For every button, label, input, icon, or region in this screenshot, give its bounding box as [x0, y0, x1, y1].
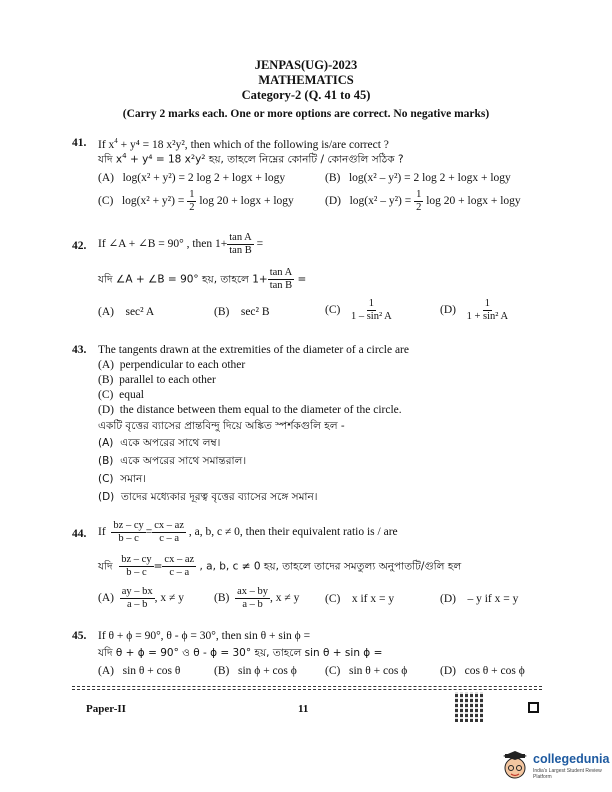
numerator: cx – az [164, 554, 195, 565]
q41-question: If $x^4 + y^4 = 18$ x²y², then which of the following is/are correct ? [98, 137, 389, 151]
denominator: b – c [118, 533, 139, 544]
q44-option-b[interactable] [214, 586, 299, 611]
divider-line [72, 686, 542, 687]
option-text: equal [119, 389, 144, 401]
option-label: (C) [98, 473, 114, 485]
q41-option-a[interactable] [98, 172, 285, 184]
q42-bn-prefix: যদি ∠A + ∠B = 90° হয়, তাহলে 1+ [98, 273, 268, 286]
q43-question: The tangents drawn at the extremities of the diameter of a circle are [98, 344, 409, 356]
option-label: (B) [214, 306, 230, 318]
option-text: sec² B [240, 306, 270, 318]
q43-question-bn: একটি বৃত্তের ব্যাসের প্রান্তবিন্দু দিয়ে অঙ্কিত স্পর্শকগুলি হল - [98, 420, 345, 432]
q41-option-d[interactable] [325, 189, 521, 214]
denominator: tan B [229, 245, 252, 256]
denominator: b – c [126, 567, 147, 578]
qr-code-icon [455, 692, 485, 722]
fraction [268, 267, 294, 292]
denominator: 1 + sin² A [466, 311, 509, 322]
q44-bn-rest: , a, b, c ≠ 0 হয়, তাহলে তাদের সমতুল্য অনুপাতটি/গুলি হল [199, 560, 462, 573]
denominator: tan B [269, 280, 293, 291]
q42-option-c[interactable] [325, 298, 394, 323]
q42-option-b[interactable] [214, 306, 270, 318]
option-label: (D) [440, 665, 456, 677]
denominator: 2 [189, 202, 195, 213]
numerator: tan A [229, 232, 252, 243]
option-label: (B) [214, 592, 230, 605]
option-label: (C) [98, 389, 114, 401]
denominator: c – a [159, 533, 180, 544]
q45-number: 45. [72, 630, 87, 642]
option-text: sin θ + cos θ [122, 665, 181, 677]
q42-prefix: If ∠A + ∠B = 90° , then 1+ [98, 238, 228, 251]
fraction [162, 554, 196, 579]
fraction [414, 189, 423, 214]
brand-name: collegedunia [533, 752, 610, 766]
option-text: x if x = y [351, 593, 395, 605]
option-label: (A) [98, 437, 114, 449]
option-label: (D) [440, 593, 456, 605]
q43-option-c[interactable] [98, 389, 144, 401]
numerator: bz – cy [113, 520, 144, 531]
q45-option-a[interactable] [98, 665, 180, 677]
paper-label: Paper-II [86, 703, 126, 715]
q43-option-a-bn[interactable] [98, 436, 220, 453]
option-text: , x ≠ y [270, 592, 300, 605]
numerator: bz – cy [121, 554, 152, 565]
q41-number: 41. [72, 137, 87, 149]
option-text: perpendicular to each other [119, 359, 246, 371]
q43-option-b-bn[interactable] [98, 454, 246, 471]
numerator: 1 [484, 298, 490, 309]
option-label: (D) [325, 195, 341, 208]
denominator: a – b [242, 599, 263, 610]
numerator: ax – by [237, 586, 269, 597]
option-text: sec² A [125, 306, 155, 318]
fraction [349, 298, 394, 323]
q44-bn-if: যদি [98, 560, 113, 573]
q41-bn-prefix: যদি x [98, 153, 123, 166]
option-label: (C) [325, 665, 341, 677]
q41-option-c[interactable] [98, 189, 294, 214]
category-title: Category-2 (Q. 41 to 45) [241, 88, 371, 102]
option-label: (A) [98, 592, 114, 605]
option-label: (B) [98, 455, 114, 467]
option-text: একে অপরের সাথে সমান্তরাল। [120, 455, 247, 467]
option-label: (B) [325, 172, 341, 184]
fraction [152, 520, 186, 545]
q43-option-d-bn[interactable] [98, 490, 318, 507]
q45-option-b[interactable] [214, 665, 297, 677]
option-label: (C) [98, 195, 114, 208]
marking-note: (Carry 2 marks each. One or more options are correct. No negative marks) [122, 108, 490, 120]
fraction [187, 189, 196, 214]
q41-prefix: If x [98, 138, 115, 151]
option-label: (B) [214, 665, 230, 677]
q41-equation: + y⁴ = 18 x²y², [120, 138, 188, 151]
fraction [111, 520, 145, 545]
q42-question [98, 232, 263, 257]
q45-question: If θ + ϕ = 90°, θ - ϕ = 30°, then sin θ + sin ϕ = [98, 630, 311, 642]
numerator: ay – bx [121, 586, 153, 597]
fraction [119, 554, 153, 579]
page-number: 11 [298, 703, 309, 715]
option-text: sin θ + cos ϕ [348, 665, 408, 677]
option-text: সমান। [120, 473, 147, 485]
q41-bn-equation: + y⁴ = 18 x²y² [129, 153, 206, 166]
option-text: একে অপরের সাথে লম্ব। [120, 437, 221, 449]
option-label: (A) [98, 306, 114, 318]
option-label: (A) [98, 172, 114, 184]
option-label: (A) [98, 665, 114, 677]
option-text: , x ≠ y [154, 592, 184, 605]
option-label: (C) [325, 593, 341, 605]
q41-option-b[interactable] [325, 172, 511, 184]
option-text: log(x² – y²) = 2 log 2 + logx + logy [348, 172, 511, 184]
q43-option-d[interactable] [98, 404, 402, 416]
option-label: (C) [325, 304, 341, 317]
q44-if: If [98, 526, 106, 539]
brand-tagline: India's Largest Student Review Platform [533, 768, 602, 780]
numerator: 1 [368, 298, 374, 309]
option-text: cos θ + cos ϕ [464, 665, 525, 677]
option-text: log 20 + logx + logy [426, 195, 521, 208]
option-text: log(x² – y²) = [349, 195, 412, 208]
denominator: 1 – sin² A [350, 311, 392, 322]
exam-title: JENPAS(UG)-2023 [254, 58, 358, 72]
q43-option-c-bn[interactable] [98, 472, 146, 489]
option-text: তাদের মধ্যেকার দূরত্ব বৃত্তের ব্যাসের সঙ্গে সমান। [120, 491, 318, 503]
option-label: (D) [98, 404, 114, 416]
option-label: (D) [98, 491, 115, 503]
q45-option-c[interactable] [325, 665, 407, 677]
q44-option-d[interactable] [440, 593, 518, 605]
numerator: cx – az [154, 520, 184, 531]
equals: = [256, 238, 264, 251]
q44-question-bn: যদি $\frac{bz - cy}{b - c}$ = $\frac{cx - az}{c - a}$ , a, b, c ≠ 0 হয়, তাহলে তাদের সমতুল্য অনুপাতটি/গুলি হল [98, 554, 462, 578]
option-label: (A) [98, 359, 114, 371]
numerator: 1 [416, 189, 422, 200]
q43-option-b[interactable] [98, 374, 216, 386]
q44-number: 44. [72, 528, 87, 540]
option-label: (D) [440, 304, 456, 317]
q41-question-bn: যদি $x^4 + y^4 = 18$ x²y² হয়, তাহলে নিম্নের কোনটি / কোনগুলি সঠিক ? [98, 152, 404, 166]
q45-question-bn: যদি θ + ϕ = 90° ও θ - ϕ = 30° হয়, তাহলে sin θ + sin ϕ = [98, 647, 383, 659]
q41-bn-rest: হয়, তাহলে নিম্নের কোনটি / কোনগুলি সঠিক ? [208, 153, 404, 166]
divider-line [72, 689, 542, 690]
q43-number: 43. [72, 344, 87, 356]
fraction [120, 586, 155, 611]
equals: = [297, 273, 307, 286]
denominator: 2 [416, 202, 422, 213]
q42-option-a[interactable] [98, 306, 154, 318]
numerator: tan A [269, 267, 293, 278]
option-label: (B) [98, 374, 114, 386]
denominator: a – b [126, 599, 148, 610]
fraction [465, 298, 510, 323]
q44-rest: , a, b, c ≠ 0, then their equivalent ratio is / are [188, 526, 398, 539]
option-text: log(x² + y²) = [121, 195, 185, 208]
q42-question-bn [98, 267, 306, 292]
option-text: log(x² + y²) = 2 log 2 + logx + logy [122, 172, 286, 184]
fraction [235, 586, 270, 611]
subject-title: MATHEMATICS [258, 73, 354, 87]
square-mark-icon [528, 702, 539, 713]
q44-question: If $\frac{bz - cy}{b - c}$ = $\frac{cx - az}{c - a}$ , a, b, c ≠ 0, then their equivalent ratio is / are [98, 520, 398, 544]
q42-number: 42. [72, 240, 87, 252]
q44-option-c[interactable] [325, 593, 394, 605]
option-text: log 20 + logx + logy [199, 195, 294, 208]
option-text: the distance between them equal to the diameter of the circle. [119, 404, 402, 416]
q42-option-d[interactable] [440, 298, 510, 323]
option-text: – y if x = y [467, 593, 519, 605]
option-text: parallel to each other [119, 374, 216, 386]
q43-option-a[interactable] [98, 359, 245, 371]
denominator: c – a [169, 567, 190, 578]
q41-rest: then which of the following is/are correct ? [190, 138, 389, 151]
q45-option-d[interactable] [440, 665, 525, 677]
option-text: sin ϕ + cos ϕ [237, 665, 297, 677]
numerator: 1 [189, 189, 195, 200]
q44-option-a[interactable] [98, 586, 184, 611]
fraction [227, 232, 253, 257]
